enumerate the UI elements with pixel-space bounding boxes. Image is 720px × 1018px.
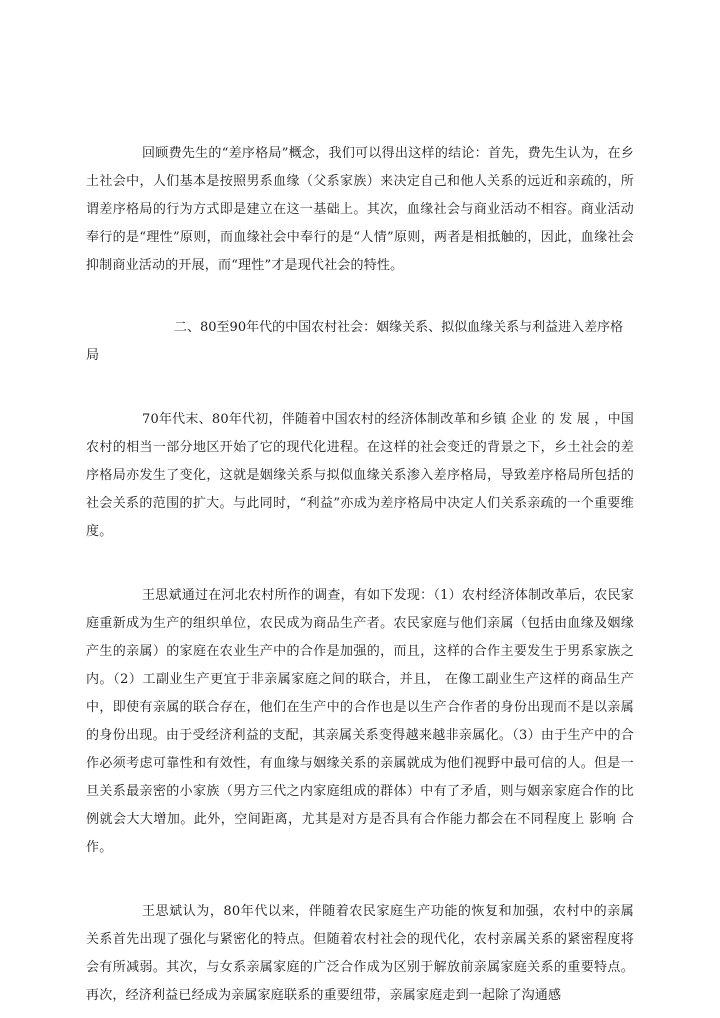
paragraph-2: 70年代末、80年代初，伴随着中国农村的经济体制改革和乡镇 企业 的 发 展 ，中国农村的相当一部分地区开始了它的现代化进程。在这样的社会变迁的背景之下，乡土社会的差序格局亦发生了变化，这就是姻缘关系与拟似血缘关系渗入差序格局，导致差序格局所包括的社会关系的范围的扩大。与此同时，“利益”亦成为差序格局中决定人们关系亲疏的一个重要维度。 bbox=[86, 412, 634, 539]
paragraph-4: 王思斌认为，80年代以来，伴随着农民家庭生产功能的恢复和加强，农村中的亲属关系首先出现了强化与紧密化的特点。但随着农村社会的现代化，农村亲属关系的紧密程度将会有所减弱。其次，与女系亲属家庭的广泛合作成为区别于解放前亲属家庭关系的重要特点。再次，经济利益已经成为亲属家庭联系的重要纽带，亲属家庭走到一起除了沟通感 bbox=[86, 904, 634, 1003]
document-page bbox=[86, 140, 634, 1010]
paragraph-1: 回顾费先生的“差序格局”概念，我们可以得出这样的结论：首先，费先生认为，在乡土社会中，人们基本是按照男系血缘（父系家族）来决定自己和他人关系的远近和亲疏的，所谓差序格局的行为方式即是建立在这一基础上。其次，血缘社会与商业活动不相容。商业活动奉行的是“理性”原则，而血缘社会中奉行的是“人情”原则，两者是相抵触的，因此，血缘社会抑制商业活动的开展，而“理性”才是现代社会的特性。 bbox=[86, 146, 634, 273]
paragraph-3: 王思斌通过在河北农村所作的调查，有如下发现：（1）农村经济体制改革后，农民家庭重新成为生产的组织单位，农民成为商品生产者。农民家庭与他们亲属（包括由血缘及姻缘产生的亲属）的家庭在农业生产中的合作是加强的，而且，这样的合作主要发生于男系家族之内。（2）工副业生产更宜于非亲属家庭之间的联合，并且， 在像工副业生产这样的商品生产中，即使有亲属的联合存在，他们在生产中的合作也是以生产合作者的身份出现而不是以亲属的身份出现。由于受经济利益的支配，其亲属关系变得越来越非亲属化。（3）由于生产中的合作必须考虑可靠性和有效性，有血缘与姻缘关系的亲属就成为他们视野中最可信的人。但是一旦关系最亲密的小家族（男方三代之内家庭组成的群体）中有了矛盾，则与姻亲家庭合作的比例就会大大增加。此外，空间距离，尤其是对方是否具有合作能力都会在不同程度上 影响 合作。 bbox=[86, 588, 634, 855]
section-heading: 二、80至90年代的中国农村社会：姻缘关系、拟似血缘关系与利益进入差序格局 bbox=[86, 320, 624, 363]
